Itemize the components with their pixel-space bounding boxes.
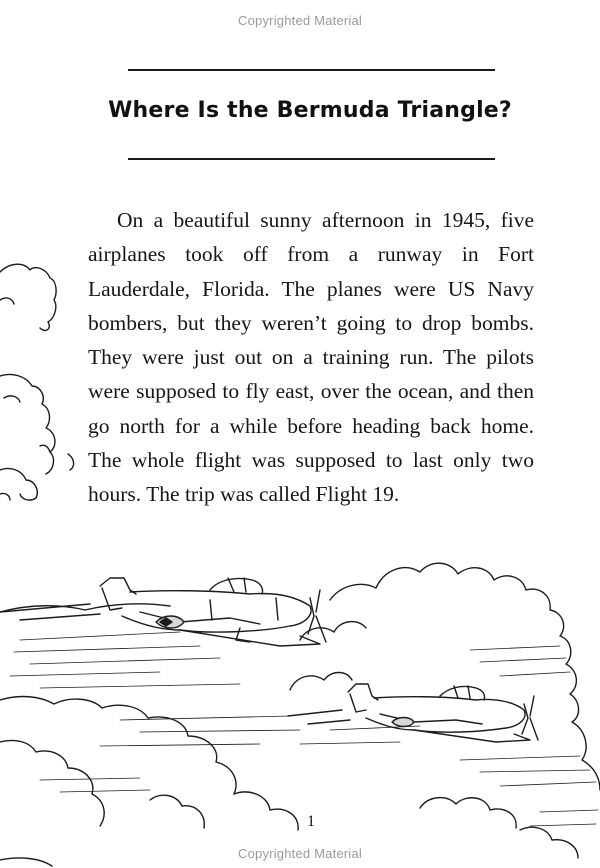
- margin-cloud-lower: [0, 454, 74, 500]
- margin-cloud-upper: [0, 264, 56, 330]
- copyright-watermark-top: Copyrighted Material: [238, 13, 362, 28]
- body-paragraph: On a beautiful sunny afternoon in 1945, five airplanes took off from a runway in Fort Lauderdale, Florida. The planes were US Navy bombers, but they weren’t going to drop bombs. They were just out on a training run. The pilots were supposed to fly east, over the ocean, and then go north for a while before heading back home. The whole flight was supposed to last only two hours. The trip was called Flight 19.: [88, 208, 534, 507]
- navy-bomber-plane-left: [0, 578, 326, 646]
- copyright-watermark-bottom: Copyrighted Material: [238, 846, 362, 861]
- navy-bomber-plane-right: [288, 684, 538, 742]
- page-number: 1: [307, 813, 315, 830]
- cloud-shading: [10, 632, 598, 826]
- chapter-body-text: [88, 203, 534, 512]
- margin-cloud-middle: [0, 374, 55, 474]
- chapter-title: Where Is the Bermuda Triangle?: [108, 98, 512, 123]
